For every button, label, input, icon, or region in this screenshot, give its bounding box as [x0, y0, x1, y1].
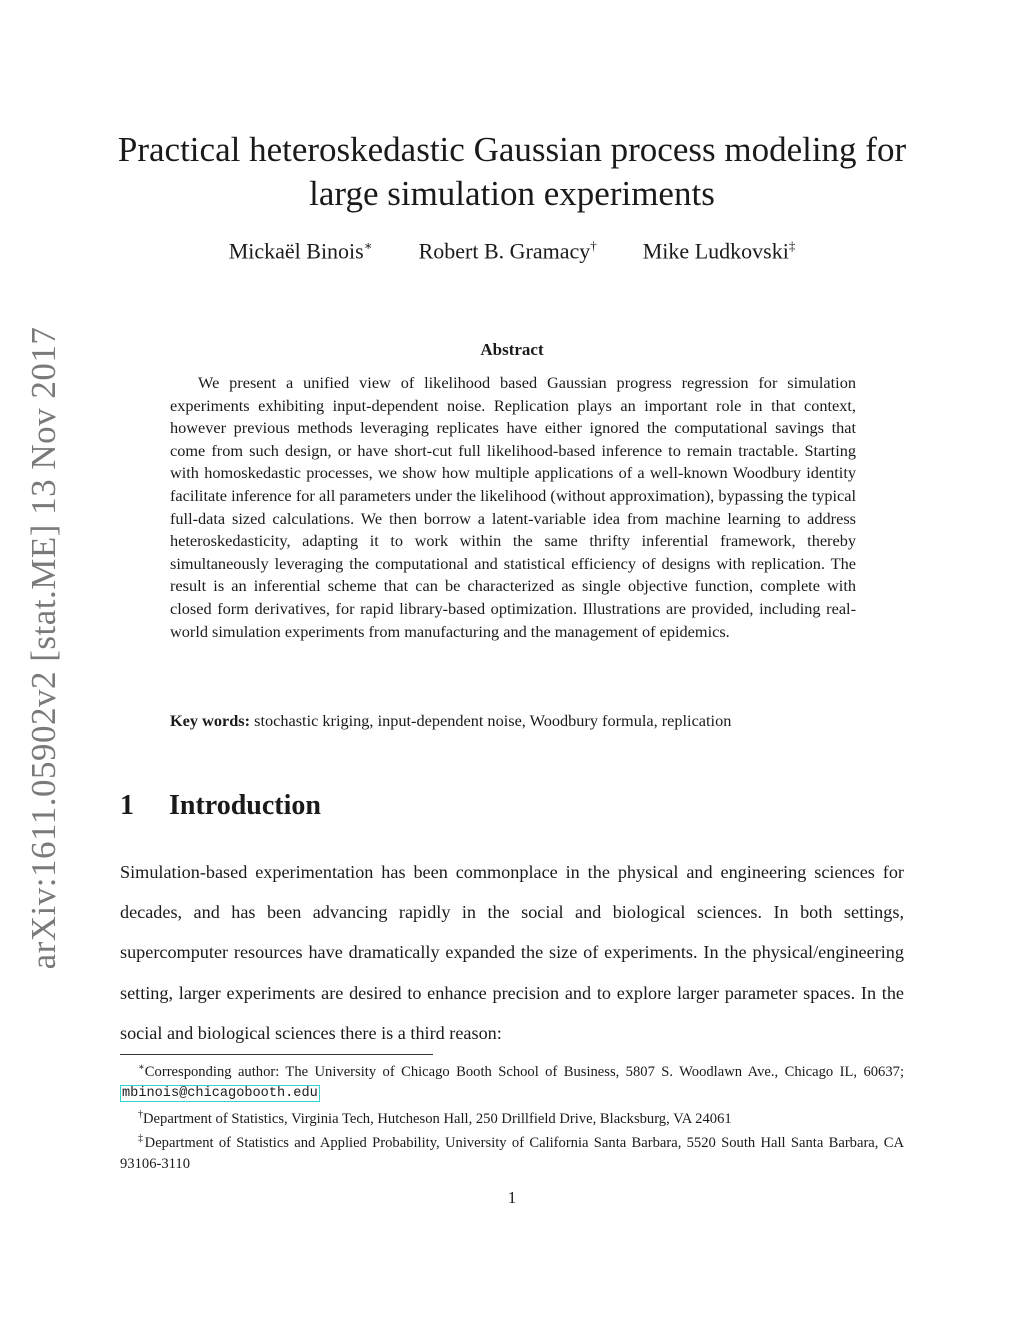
section-number: 1: [120, 790, 134, 821]
title-line-2: large simulation experiments: [309, 174, 715, 213]
section-title: Introduction: [169, 790, 321, 821]
footnotes: [120, 1058, 904, 1174]
footnote-affiliation-ludkovski: ‡Department of Statistics and Applied Probability, University of California Santa Barbara, 5520 South Hall Santa Barbara, CA 93106-3110: [120, 1133, 905, 1172]
footnote-mark: ‡: [138, 1133, 145, 1145]
abstract-heading: Abstract: [480, 340, 544, 359]
paper-title: [100, 128, 924, 216]
email-link[interactable]: mbinois@chicagobooth.edu: [122, 1086, 318, 1102]
footnote-mark: ∗: [138, 1062, 145, 1073]
introduction-paragraph: Simulation-based experimentation has been commonplace in the physical and engineering sciences for decades, and has been advancing rapidly in the social and biological sciences. In both settings, supercomputer resources have dramatically expanded the size of experiments. In the physical/engineering setting, larger experiments are desired to enhance precision and to explore larger parameter spaces. In the social and biological sciences there is a third reason:: [120, 862, 904, 1043]
keywords: [170, 710, 856, 732]
arxiv-identifier-stamp: arXiv:1611.05902v2 [stat.ME] 13 Nov 2017: [24, 326, 63, 970]
author-list: [120, 238, 904, 264]
footnote-mark: †: [138, 1108, 143, 1120]
footnote-affiliation-gramacy: †Department of Statistics, Virginia Tech, Hutcheson Hall, 250 Drillfield Drive, Blacksburg, VA 24061: [138, 1108, 732, 1127]
page-number: 1: [507, 1188, 517, 1207]
author-binois: Mickaël Binois∗: [228, 238, 373, 264]
keywords-label: Key words:: [170, 711, 251, 730]
author-mark: ‡: [788, 238, 796, 253]
footnote-corresponding-author: ∗Corresponding author: The University of Chicago Booth School of Business, 5807 S. Woodlawn Ave., Chicago IL, 60637; mbinois@chicagobooth.edu: [122, 1062, 904, 1102]
footnote-divider: [120, 1054, 433, 1055]
keywords-text: stochastic kriging, input-dependent noise, Woodbury formula, replication: [254, 711, 732, 730]
author-ludkovski: Mike Ludkovski‡: [642, 238, 796, 264]
section-heading-introduction: [120, 790, 321, 822]
title-line-1: Practical heteroskedastic Gaussian process modeling for: [117, 130, 907, 169]
author-gramacy: Robert B. Gramacy†: [418, 238, 597, 264]
author-mark: †: [590, 238, 597, 253]
author-mark: ∗: [363, 238, 373, 253]
abstract-text: We present a unified view of likelihood based Gaussian progress regression for simulation experiments exhibiting input-dependent noise. Replication plays an important role in that context, however previous methods leveraging replicates have either ignored the computational savings that come from such design, or have short-cut full likelihood-based inference to remain tractable. Starting with homoskedastic processes, we show how multiple applications of a well-known Woodbury identity facilitate inference for all parameters under the likelihood (without approximation), bypassing the typical full-data sized calculations. We then borrow a latent-variable idea from machine learning to address heteroskedasticity, adapting it to work within the same thrifty inferential framework, thereby simultaneously leveraging the computational and statistical efficiency of designs with replication. The result is an inferential scheme that can be characterized as single objective function, complete with closed form derivatives, for rapid library-based optimization. Illustrations are provided, including real-world simulation experiments from manufacturing and the management of epidemics.: [170, 373, 856, 641]
